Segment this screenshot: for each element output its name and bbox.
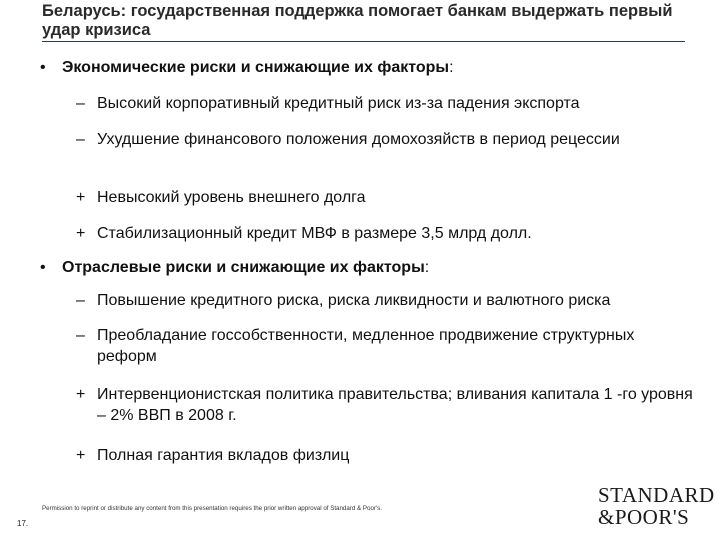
bullet-marker: •: [40, 59, 46, 76]
section-heading-text: Экономические риски и снижающие их факторы: [62, 59, 450, 76]
list-item-text: Полная гарантия вкладов физлиц: [97, 447, 350, 464]
section-heading-suffix: :: [449, 59, 454, 76]
page-number: 17.: [17, 519, 29, 528]
slide-title: Беларусь: государственная поддержка помогает банкам выдержать первый удар кризиса: [42, 2, 673, 39]
list-marker: +: [76, 386, 86, 403]
list-marker: –: [76, 131, 85, 148]
list-marker: +: [76, 225, 86, 242]
list-item-text: Стабилизационный кредит МВФ в размере 3,5 млрд долл.: [97, 225, 532, 242]
section-heading-suffix: :: [424, 259, 430, 276]
list-item-text: Повышение кредитного риска, риска ликвидности и валютного риска: [97, 292, 611, 309]
list-item-text: Ухудшение финансового положения домохозяйств в период рецессии: [97, 131, 620, 148]
list-marker: –: [76, 327, 85, 344]
bullet-marker: •: [40, 259, 46, 276]
list-item-text: Интервенционистская политика правительства; вливания капитала 1 -го уровня – 2% ВВП в 2008 г.: [97, 386, 693, 424]
footer-disclaimer: Permission to reprint or distribute any content from this presentation requires the prior written approval of Standard & Poor's.: [42, 505, 382, 512]
section-heading-text: Отраслевые риски и снижающие их факторы: [62, 259, 425, 276]
list-marker: –: [76, 292, 85, 309]
list-marker: –: [76, 95, 85, 112]
logo-line-2: &POOR'S: [598, 505, 690, 529]
list-item-text: Преобладание госсобственности, медленное продвижение структурных реформ: [97, 327, 635, 365]
list-item-text: Высокий корпоративный кредитный риск из-за падения экспорта: [97, 95, 580, 112]
list-marker: +: [76, 447, 86, 464]
logo-line-1: STANDARD: [598, 483, 715, 507]
list-item-text: Невысокий уровень внешнего долга: [97, 189, 366, 206]
standard-and-poors-logo: [598, 483, 715, 530]
list-marker: +: [76, 189, 86, 206]
